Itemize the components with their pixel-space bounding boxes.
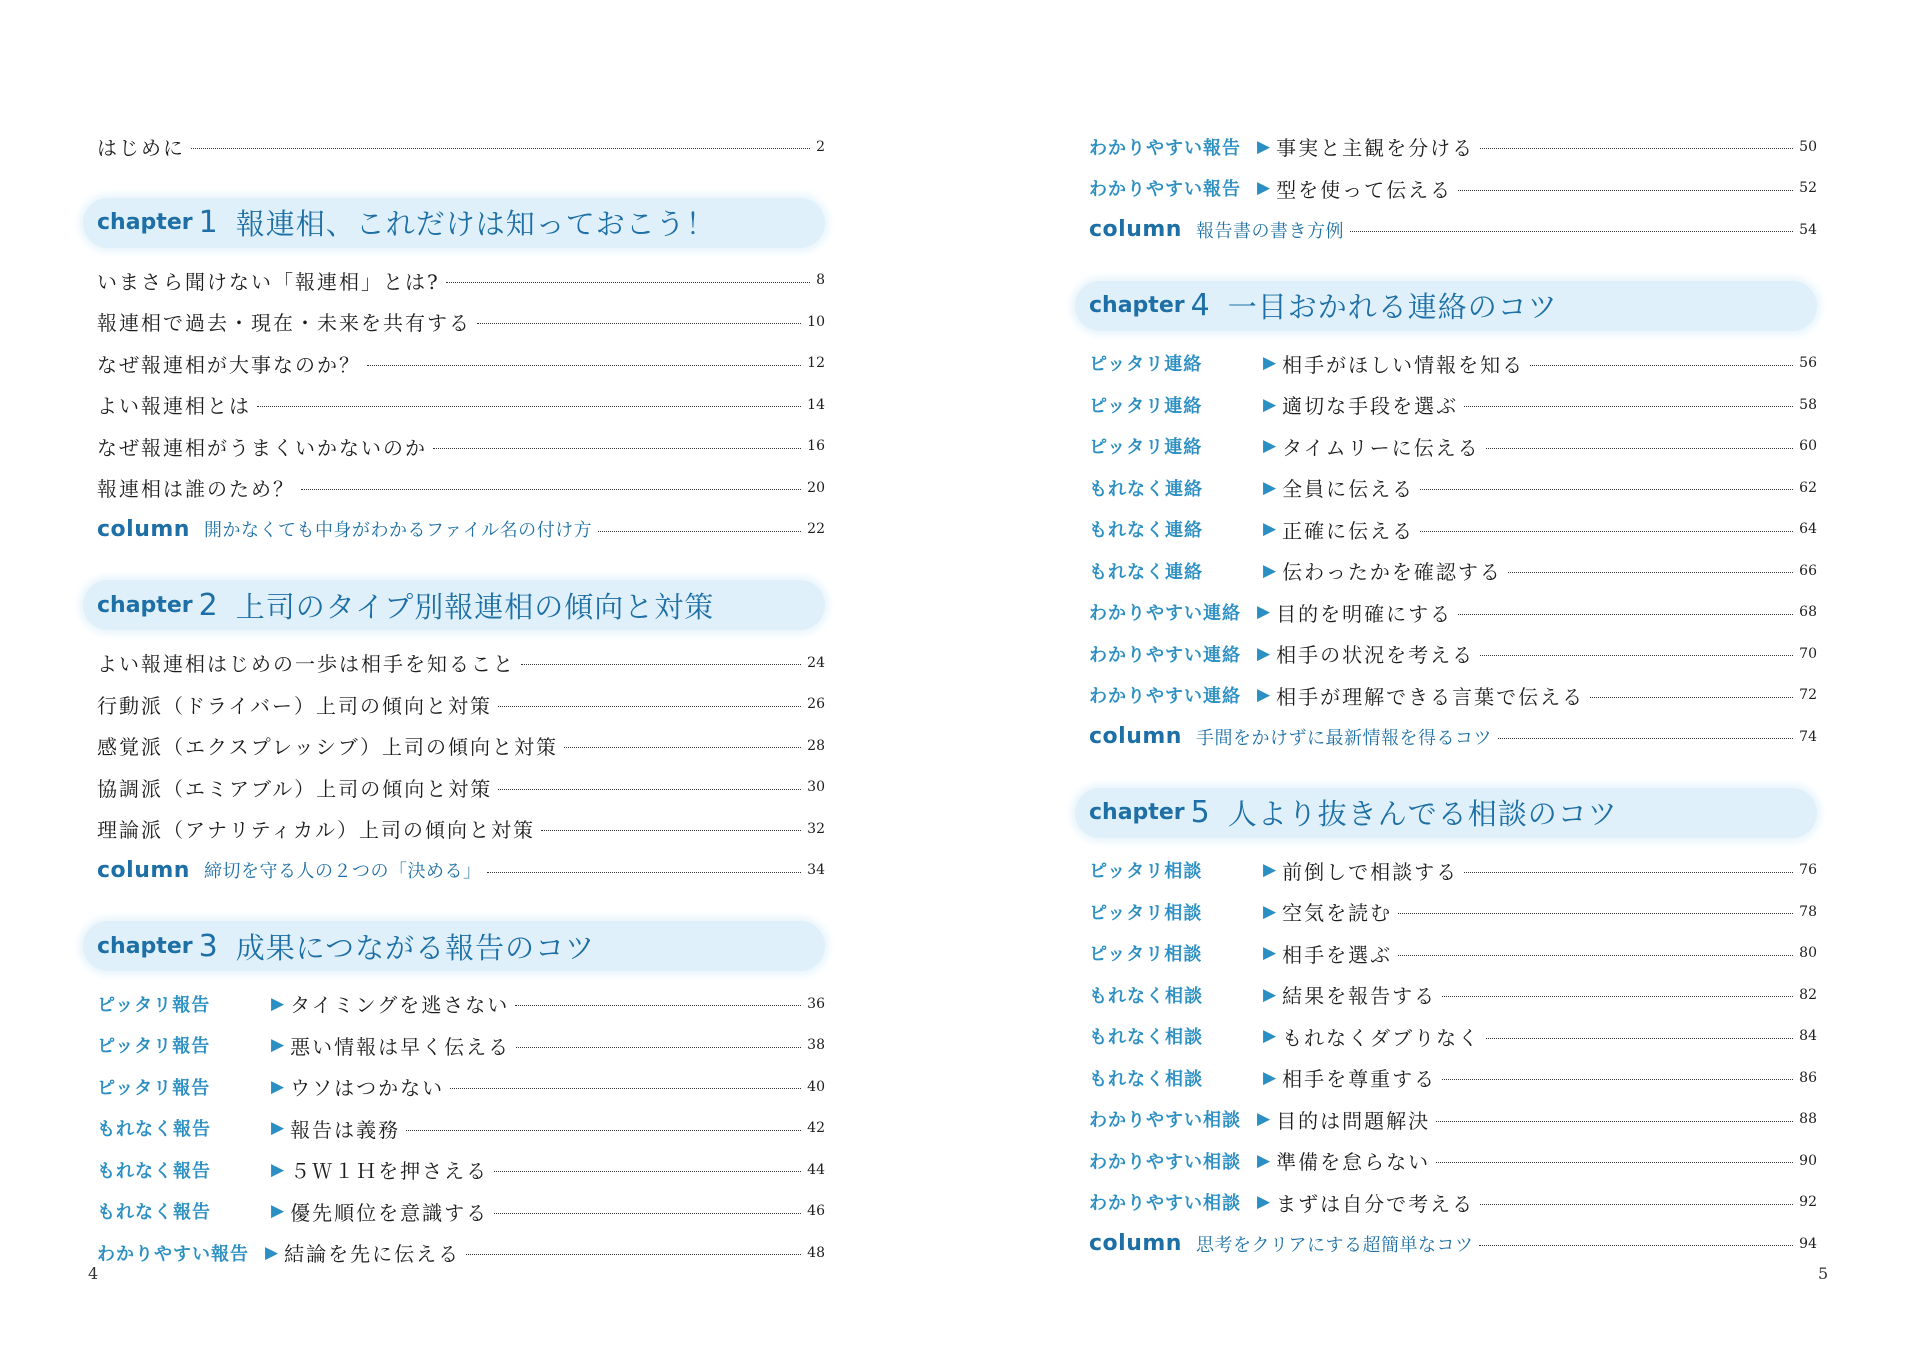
toc-entry[interactable] [97,1025,825,1067]
toc-entry[interactable] [1089,933,1817,975]
entry-page-number: 92 [1799,1194,1817,1211]
chapter-3-heading[interactable] [83,921,825,971]
entry-title: まずは自分で考える [1276,1191,1475,1216]
entry-title: 感覚派（エクスプレッシブ）上司の傾向と対策 [97,735,558,760]
entry-page-number: 72 [1799,687,1817,704]
entry-page-number: 20 [807,479,825,496]
entry-page-number: 10 [807,313,825,330]
entry-category: ピッタリ連絡 [1089,437,1203,459]
entry-category: わかりやすい報告 [97,1243,249,1265]
entry-category: ピッタリ連絡 [1089,354,1203,376]
entry-page-number: 38 [807,1037,825,1054]
entry-title: 開かなくても中身がわかるファイル名の付け方 [203,520,593,542]
toc-entry[interactable] [97,301,825,343]
entry-page-number: 28 [807,737,825,754]
entry-page-number: 42 [807,1120,825,1137]
dot-leader [1508,572,1793,573]
arrow-right-icon: ▶ [1257,1150,1271,1171]
dot-leader [450,1088,801,1089]
entry-page-number: 50 [1799,138,1817,155]
entry-page-number: 22 [807,521,825,538]
dot-leader [515,1005,801,1006]
arrow-right-icon: ▶ [1263,1067,1277,1088]
entry-category: ピッタリ相談 [1089,944,1203,966]
arrow-right-icon: ▶ [1263,860,1277,881]
entry-title: なぜ報連相が大事なのか？ [97,352,361,377]
dot-leader [466,1254,801,1255]
entry-category: もれなく相談 [1089,1027,1203,1049]
entry-page-number: 86 [1799,1069,1817,1086]
entry-category: わかりやすい相談 [1089,1193,1241,1215]
chapter-word: chapter [97,933,193,959]
entry-category: もれなく連絡 [1089,478,1203,500]
entry-page-number: 62 [1799,479,1817,496]
entry-title: 相手を尊重する [1282,1067,1437,1092]
toc-entry[interactable] [1089,592,1817,634]
entry-title: 全員に伝える [1282,477,1415,502]
column-label: column [1089,1231,1182,1257]
dot-leader [1420,531,1793,532]
toc-entry[interactable] [97,343,825,385]
dot-leader [406,1130,801,1131]
entry-title: 適切な手段を選ぶ [1282,394,1459,419]
entry-page-number: 68 [1799,604,1817,621]
toc-entry[interactable] [97,725,825,767]
entry-page-number: 94 [1799,1235,1817,1252]
entry-category: わかりやすい連絡 [1089,644,1241,666]
toc-entry[interactable] [97,426,825,468]
entry-title: 相手が理解できる言葉で伝える [1276,684,1585,709]
toc-entry[interactable] [1089,467,1817,509]
toc-entry[interactable] [1089,1182,1817,1224]
entry-category: もれなく相談 [1089,1068,1203,1090]
entry-page-number: 8 [816,272,825,289]
entry-title: 結果を報告する [1282,984,1437,1009]
arrow-right-icon: ▶ [1257,178,1271,199]
entry-title: 行動派（ドライバー）上司の傾向と対策 [97,693,492,718]
toc-entry[interactable] [97,642,825,684]
toc-column-entry[interactable] [1089,209,1817,251]
arrow-right-icon: ▶ [1263,984,1277,1005]
entry-category: わかりやすい連絡 [1089,603,1241,625]
entry-title: 思考をクリアにする超簡単なコツ [1195,1234,1474,1256]
entry-title: 報連相で過去・現在・未来を共有する [97,311,471,336]
toc-entry[interactable] [1089,850,1817,892]
dot-leader [1458,614,1793,615]
entry-page-number: 14 [807,396,825,413]
dot-leader [446,282,810,283]
toc-entry[interactable] [97,983,825,1025]
toc-entry[interactable] [97,467,825,509]
chapter-title: 成果につながる報告のコツ [235,930,596,965]
chapter-4-heading[interactable] [1075,281,1817,331]
arrow-right-icon: ▶ [265,1242,279,1263]
dot-leader [498,706,801,707]
dot-leader [1398,955,1793,956]
entry-page-number: 76 [1799,862,1817,879]
toc-entry[interactable] [1089,1016,1817,1058]
arrow-right-icon: ▶ [1263,943,1277,964]
chapter-title: 報連相、これだけは知っておこう！ [235,207,716,241]
dot-leader [433,448,801,449]
entry-title: 理論派（アナリティカル）上司の傾向と対策 [97,818,535,843]
entry-page-number: 88 [1799,1111,1817,1128]
arrow-right-icon: ▶ [1257,685,1271,706]
toc-entry[interactable] [1089,633,1817,675]
dot-leader [301,489,801,490]
entry-title: 正確に伝える [1282,518,1415,543]
dot-leader [521,664,801,665]
arrow-right-icon: ▶ [1263,394,1277,415]
dot-leader [257,406,801,407]
entry-category: ピッタリ相談 [1089,902,1203,924]
toc-entry[interactable] [1089,509,1817,551]
arrow-right-icon: ▶ [1263,436,1277,457]
entry-page-number: 74 [1799,728,1817,745]
entry-page-number: 46 [807,1203,825,1220]
entry-page-number: 26 [807,696,825,713]
arrow-right-icon: ▶ [271,1035,285,1056]
chapter-word: chapter [1089,293,1185,318]
entry-title: なぜ報連相がうまくいかないのか [97,435,427,460]
entry-page-number: 24 [807,654,825,671]
entry-category: もれなく連絡 [1089,561,1203,583]
entry-title: 前倒しで相談する [1282,859,1459,884]
arrow-right-icon: ▶ [1263,901,1277,922]
arrow-right-icon: ▶ [1263,353,1277,374]
chapter-number: 1 [198,205,218,240]
entry-title: ５Ｗ１Ｈを押さえる [290,1159,489,1184]
entry-title: 準備を怠らない [1276,1150,1431,1175]
entry-page-number: 70 [1799,645,1817,662]
arrow-right-icon: ▶ [1257,643,1271,664]
arrow-right-icon: ▶ [1263,519,1277,540]
dot-leader [1464,872,1793,873]
arrow-right-icon: ▶ [271,1076,285,1097]
entry-title: よい報連相とは [97,394,251,419]
toc-column-entry[interactable] [97,850,825,892]
chapter-2-heading[interactable] [83,580,825,630]
toc-entry[interactable] [1089,126,1817,168]
toc-entry[interactable] [1089,168,1817,210]
dot-leader [494,1213,801,1214]
arrow-right-icon: ▶ [1263,560,1277,581]
chapter-word: chapter [97,592,193,618]
toc-entry[interactable] [1089,384,1817,426]
dot-leader [1498,738,1793,739]
column-label: column [97,857,190,883]
dot-leader [1486,448,1793,449]
dot-leader [564,747,801,748]
entry-page-number: 32 [807,820,825,837]
entry-page-number: 52 [1799,180,1817,197]
toc-entry[interactable] [97,1191,825,1233]
entry-page-number: 84 [1799,1028,1817,1045]
entry-page-number: 58 [1799,396,1817,413]
dot-leader [367,365,801,366]
entry-title: 相手がほしい情報を知る [1282,352,1525,377]
dot-leader [1486,1038,1793,1039]
toc-entry[interactable] [1089,1140,1817,1182]
arrow-right-icon: ▶ [1257,602,1271,623]
entry-page-number: 90 [1799,1152,1817,1169]
entry-title: いまさら聞けない「報連相」とは? [97,269,440,294]
arrow-right-icon: ▶ [1263,1026,1277,1047]
entry-page-number: 36 [807,995,825,1012]
dot-leader [487,872,801,873]
arrow-right-icon: ▶ [1257,136,1271,157]
entry-category: ピッタリ相談 [1089,861,1203,883]
entry-title: 悪い情報は早く伝える [290,1034,511,1059]
toc-entry[interactable] [1089,1099,1817,1141]
toc-entry[interactable] [1089,1057,1817,1099]
chapter-word: chapter [1089,800,1185,825]
chapter-1-heading[interactable] [83,198,825,248]
chapter-number: 5 [1190,795,1210,830]
entry-page-number: 48 [807,1244,825,1261]
toc-entry[interactable] [1089,675,1817,717]
toc-entry[interactable] [97,1066,825,1108]
toc-entry[interactable] [1089,343,1817,385]
entry-category: もれなく報告 [97,1119,211,1141]
toc-entry[interactable] [97,1149,825,1191]
entry-page-number: 30 [807,779,825,796]
entry-title: 型を使って伝える [1276,177,1453,202]
entry-title: 伝わったかを確認する [1282,560,1502,585]
entry-title: 手間をかけずに最新情報を得るコツ [1195,727,1492,749]
arrow-right-icon: ▶ [271,1201,285,1222]
toc-entry[interactable] [1089,550,1817,592]
entry-page-number: 16 [807,438,825,455]
dot-leader [1442,1079,1793,1080]
entry-title: はじめに [97,136,185,161]
chapter-5-heading[interactable] [1075,788,1817,838]
dot-leader [1530,365,1793,366]
toc-column-entry[interactable] [97,509,825,551]
entry-category: ピッタリ報告 [97,1077,211,1099]
dot-leader [598,531,801,532]
entry-page-number: 78 [1799,903,1817,920]
entry-page-number: 82 [1799,986,1817,1003]
column-label: column [97,516,190,542]
arrow-right-icon: ▶ [271,1118,285,1139]
dot-leader [477,323,801,324]
entry-page-number: 34 [807,862,825,879]
toc-entry[interactable] [97,260,825,302]
entry-page-number: 60 [1799,438,1817,455]
entry-category: もれなく相談 [1089,985,1203,1007]
chapter-number: 3 [198,928,218,964]
entry-title: 目的を明確にする [1276,601,1453,626]
entry-category: わかりやすい報告 [1089,179,1241,201]
toc-entry[interactable] [97,808,825,850]
entry-page-number: 56 [1799,355,1817,372]
entry-category: ピッタリ報告 [97,994,211,1016]
dot-leader [541,830,801,831]
entry-title: 報告は義務 [290,1117,401,1142]
entry-category: わかりやすい相談 [1089,1151,1241,1173]
dot-leader [1350,231,1793,232]
arrow-right-icon: ▶ [1257,1192,1271,1213]
toc-entry[interactable] [97,767,825,809]
entry-category: わかりやすい連絡 [1089,686,1241,708]
entry-title: 相手の状況を考える [1276,643,1475,668]
right-page [955,0,1910,1360]
entry-category: もれなく連絡 [1089,520,1203,542]
entry-title: 報告書の書き方例 [1195,220,1344,242]
entry-page-number: 80 [1799,945,1817,962]
entry-title: 報連相は誰のため？ [97,477,295,502]
entry-title: タイムリーに伝える [1282,435,1480,460]
entry-page-number: 64 [1799,521,1817,538]
dot-leader [516,1047,801,1048]
toc-column-entry[interactable] [1089,1223,1817,1265]
entry-page-number: 44 [807,1161,825,1178]
toc-entry[interactable] [1089,426,1817,468]
chapter-number: 2 [198,587,218,623]
toc-entry[interactable] [1089,891,1817,933]
chapter-title: 一目おかれる連絡のコツ [1227,290,1558,324]
entry-category: もれなく報告 [97,1160,211,1182]
dot-leader [1480,1204,1793,1205]
dot-leader [1479,1245,1793,1246]
chapter-title: 上司のタイプ別報連相の傾向と対策 [235,589,715,624]
entry-page-number: 12 [807,355,825,372]
entry-title: 空気を読む [1282,901,1393,926]
toc-entry[interactable] [1089,974,1817,1016]
arrow-right-icon: ▶ [271,993,285,1014]
entry-title: もれなくダブりなく [1282,1025,1481,1050]
entry-title: ウソはつかない [290,1076,445,1101]
arrow-right-icon: ▶ [1263,477,1277,498]
chapter-title: 人より抜きんでる相談のコツ [1227,797,1618,831]
entry-title: 相手を選ぶ [1282,942,1393,967]
toc-entry[interactable] [97,684,825,726]
dot-leader [1398,913,1793,914]
entry-title: 協調派（エミアブル）上司の傾向と対策 [97,776,493,801]
entry-title: タイミングを逃さない [290,993,510,1018]
entry-category: ピッタリ報告 [97,1036,211,1058]
entry-title: 優先順位を意識する [290,1200,489,1225]
entry-category: もれなく報告 [97,1202,211,1224]
entry-page-number: 2 [816,138,825,155]
dot-leader [191,148,810,149]
entry-page-number: 40 [807,1078,825,1095]
dot-leader [1436,1162,1793,1163]
dot-leader [1442,996,1793,997]
entry-title: よい報連相はじめの一歩は相手を知ること [97,652,515,677]
toc-entry[interactable] [97,1232,825,1274]
dot-leader [1480,655,1793,656]
entry-page-number: 54 [1799,221,1817,238]
dot-leader [498,789,801,790]
toc-right [1089,126,1817,1265]
entry-category: わかりやすい相談 [1089,1110,1241,1132]
entry-page-number: 66 [1799,562,1817,579]
toc-entry[interactable] [97,384,825,426]
entry-category: わかりやすい報告 [1089,137,1241,159]
dot-leader [1458,190,1793,191]
dot-leader [494,1171,801,1172]
entry-title: 締切を守る人の２つの「決める」 [203,861,482,883]
dot-leader [1436,1121,1793,1122]
arrow-right-icon: ▶ [1257,1109,1271,1130]
toc-entry[interactable] [97,1108,825,1150]
entry-title: 目的は問題解決 [1276,1108,1431,1133]
chapter-number: 4 [1190,288,1210,323]
dot-leader [1590,697,1793,698]
entry-category: ピッタリ連絡 [1089,395,1203,417]
column-label: column [1089,217,1182,243]
chapter-word: chapter [97,210,193,235]
column-label: column [1089,724,1182,750]
toc-column-entry[interactable] [1089,716,1817,758]
entry-title: 事実と主観を分ける [1276,136,1475,161]
page-number-left: 4 [88,1264,99,1283]
toc-left [97,126,825,1274]
dot-leader [1480,148,1793,149]
arrow-right-icon: ▶ [271,1159,285,1180]
entry-title: 結論を先に伝える [284,1242,461,1267]
dot-leader [1420,489,1793,490]
dot-leader [1464,406,1793,407]
page-number-right: 5 [1818,1264,1829,1283]
toc-entry-intro[interactable] [97,126,825,168]
